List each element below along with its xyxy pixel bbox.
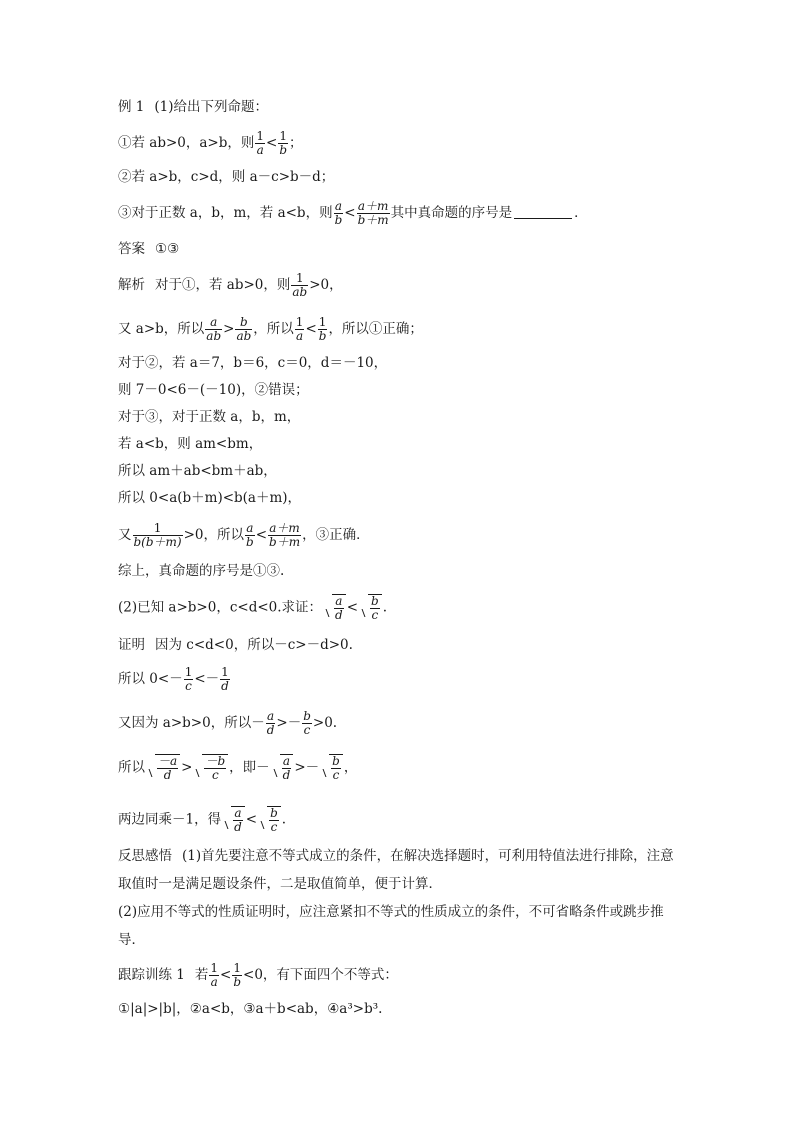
- sqrt: $\frac{a}{d}$: [271, 754, 294, 782]
- fraction: $\frac{1}{a}$: [295, 315, 304, 343]
- proof-line-2: 所以 0<－ $\frac{1}{c}$ <－ $\frac{1}{d}$: [118, 665, 229, 693]
- fraction: $\frac{1}{b(b+m)}$: [133, 521, 182, 549]
- proposition-1: ①若 ab>0，a>b，则 $\frac{1}{a}$ < $\frac{1}{b}$ ；: [118, 129, 303, 157]
- analysis-conclusion: 综上，真命题的序号是①③.: [118, 563, 285, 579]
- fraction: $\frac{a+m}{b+m}$: [357, 199, 389, 227]
- practice-items: ①|a|>|b|，②a<b，③a＋b<ab，④a³>b³.: [118, 1001, 383, 1017]
- analysis-line-1: 解析 对于①，若 ab>0，则 $\frac{1}{ab}$ >0，: [118, 271, 343, 299]
- sqrt: $\frac{-b}{c}$: [193, 754, 228, 782]
- fraction: $\frac{b}{c}$: [303, 709, 311, 737]
- proof-line-4: 所以 $\frac{-a}{d}$ > $\frac{-b}{c}$ ，即－ $\frac{a}{d}$ >－ $\frac{b}{c}$ ，: [118, 754, 358, 782]
- fraction: $\frac{1}{b}$: [233, 961, 242, 989]
- sqrt: $\frac{-a}{d}$: [146, 754, 180, 782]
- practice-title: 跟踪训练 1 若 $\frac{1}{a}$ < $\frac{1}{b}$ <0，有下面四个不等式：: [118, 961, 398, 989]
- sqrt: $\frac{b}{c}$: [258, 806, 281, 834]
- fraction: $\frac{a}{b}$: [334, 199, 343, 227]
- analysis-line-9: 又 $\frac{1}{b(b+m)}$ >0，所以 $\frac{a}{b}$ < $\frac{a+m}{b+m}$ ，③正确．: [118, 521, 370, 549]
- analysis-line-3: 对于②，若 a＝7，b＝6，c＝0，d＝－10，: [118, 355, 388, 371]
- example-title: 例 1 (1)给出下列命题：: [118, 99, 269, 115]
- sqrt: $\frac{b}{c}$: [320, 754, 343, 782]
- answer-blank: [514, 218, 572, 219]
- sqrt: $\frac{b}{c}$: [359, 594, 382, 622]
- analysis-line-5: 对于③，对于正数 a，b，m，: [118, 409, 301, 425]
- sqrt: $\frac{a}{d}$: [222, 806, 245, 834]
- sqrt: $\frac{a}{d}$: [323, 594, 346, 622]
- fraction: $\frac{1}{c}$: [184, 665, 193, 693]
- fraction: $\frac{1}{d}$: [221, 665, 229, 693]
- fraction: $\frac{1}{ab}$: [292, 271, 308, 299]
- analysis-line-6: 若 a<b，则 am<bm，: [118, 436, 263, 452]
- proposition-2: ②若 a>b，c>d，则 a－c>b－d；: [118, 169, 335, 185]
- fraction: $\frac{a+m}{b+m}$: [269, 521, 301, 549]
- proof-line-1: 证明 因为 c<d<0，所以－c>－d>0.: [118, 637, 353, 653]
- fraction: $\frac{1}{a}$: [256, 129, 265, 157]
- fraction: $\frac{a}{b}$: [246, 521, 254, 549]
- fraction: $\frac{b}{ab}$: [236, 315, 252, 343]
- fraction: $\frac{1}{b}$: [318, 315, 327, 343]
- analysis-line-4: 则 7－0<6－(－10)，②错误；: [118, 382, 309, 398]
- analysis-line-8: 所以 0<a(b＋m)<b(a＋m)，: [118, 490, 302, 506]
- fraction: $\frac{1}{b}$: [279, 129, 288, 157]
- proof-line-5: 两边同乘－1，得 $\frac{a}{d}$ < $\frac{b}{c}$ .: [118, 806, 287, 834]
- fraction: $\frac{a}{d}$: [266, 709, 275, 737]
- proof-line-3: 又因为 a>b>0，所以－ $\frac{a}{d}$ >－ $\frac{b}{c}$ >0.: [118, 709, 338, 737]
- answer-line: 答案 ①③: [118, 241, 180, 257]
- proposition-3: ③对于正数 a，b，m，若 a<b，则 $\frac{a}{b}$ < $\frac{a+m}{b+m}$ 其中真命题的序号是 ．: [118, 199, 588, 227]
- part-2-statement: (2)已知 a>b>0，c<d<0.求证： $\frac{a}{d}$ < $\frac{b}{c}$ .: [118, 594, 388, 622]
- reflection-paragraph-2: (2)应用不等式的性质证明时，应注意紧扣不等式的性质成立的条件，不可省略条件或跳步推导．: [118, 904, 664, 948]
- reflection-paragraph-1: 反思感悟 (1)首先要注意不等式成立的条件，在解决选择题时，可利用特值法进行排除，注意取值时一是满足题设条件，二是取值简单，便于计算．: [118, 848, 674, 892]
- fraction: $\frac{1}{a}$: [210, 961, 219, 989]
- analysis-line-7: 所以 am＋ab<bm＋ab，: [118, 463, 277, 479]
- analysis-line-2: 又 a>b，所以 $\frac{a}{ab}$ > $\frac{b}{ab}$ ，所以 $\frac{1}{a}$ < $\frac{1}{b}$ ，所以①正确；: [118, 315, 423, 343]
- fraction: $\frac{a}{ab}$: [206, 315, 222, 343]
